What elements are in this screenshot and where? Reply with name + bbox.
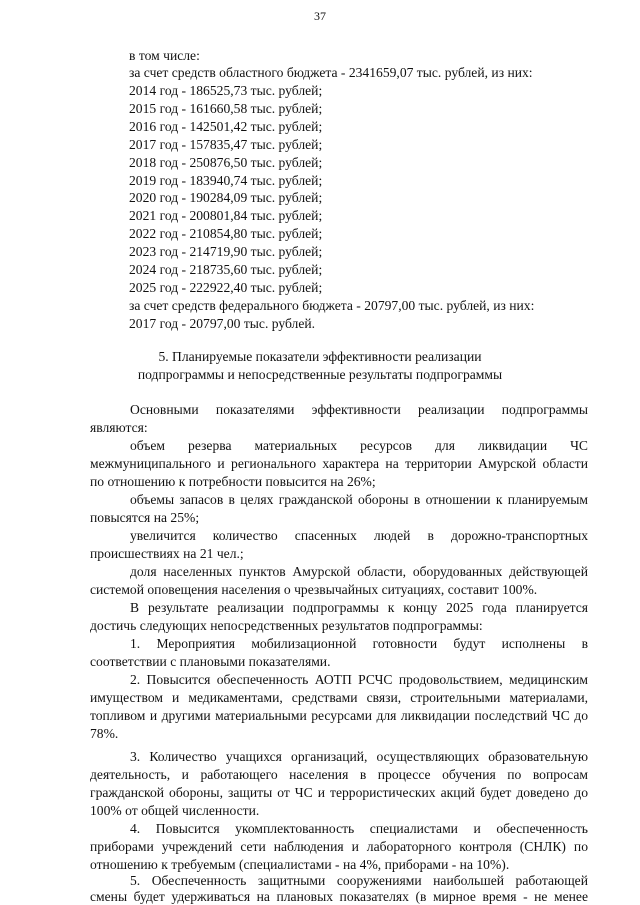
paragraph-line: объем резерва материальных ресурсов для ликвидации ЧС	[130, 438, 588, 453]
list-item-line: 4. Повысится укомплектованность специалистами и обеспеченность	[130, 821, 588, 836]
section-heading: 5. Планируемые показатели эффективности реализации	[158, 349, 482, 364]
list-item-line: 78%.	[90, 726, 119, 741]
list-item-line: 2. Повысится обеспеченность АОТП РСЧС продовольствием, медицинским	[130, 672, 588, 687]
list-item-line: 100% от общей численности.	[90, 803, 260, 818]
regional-year-line: 2025 год - 222922,40 тыс. рублей;	[129, 280, 323, 295]
page-number: 37	[314, 9, 326, 23]
regional-year-line: 2015 год - 161660,58 тыс. рублей;	[129, 101, 323, 116]
paragraph-line: межмуниципального и регионального характера на территории Амурской области	[90, 456, 588, 471]
list-item-line: имуществом и медикаментами, средствами связи, строительными материалами,	[90, 690, 588, 705]
list-item-line: соответствии с плановыми показателями.	[90, 654, 331, 669]
list-item-line: топливом и другими материальными ресурсами для ликвидации последствий ЧС до	[90, 708, 588, 723]
paragraph-line: системой оповещения населения о чрезвычайных ситуациях, составит 100%.	[90, 582, 538, 597]
list-item-line: деятельность, и работающего населения в процессе обучения по вопросам	[90, 767, 588, 782]
regional-year-line: 2017 год - 157835,47 тыс. рублей;	[129, 137, 323, 152]
federal-year-line: 2017 год - 20797,00 тыс. рублей.	[129, 316, 316, 331]
list-item-line: 1. Мероприятия мобилизационной готовности будут исполнены в	[130, 636, 588, 651]
paragraph-line: доля населенных пунктов Амурской области, оборудованных действующей	[130, 564, 588, 579]
paragraph-line: достичь следующих непосредственных результатов подпрограммы:	[90, 618, 483, 633]
regional-year-line: 2024 год - 218735,60 тыс. рублей;	[129, 262, 323, 277]
federal-budget-header: за счет средств федерального бюджета - 20797,00 тыс. рублей, из них:	[129, 298, 535, 313]
regional-budget-header: за счет средств областного бюджета - 2341659,07 тыс. рублей, из них:	[129, 65, 533, 80]
paragraph-line: В результате реализации подпрограммы к концу 2025 года планируется	[130, 600, 588, 615]
paragraph-line: происшествиях на 21 чел.;	[90, 546, 244, 561]
regional-year-line: 2018 год - 250876,50 тыс. рублей;	[129, 155, 323, 170]
paragraph-line: по отношению к потребности повысится на 26%;	[90, 474, 376, 489]
regional-year-line: 2022 год - 210854,80 тыс. рублей;	[129, 226, 323, 241]
regional-year-line: 2016 год - 142501,42 тыс. рублей;	[129, 119, 323, 134]
paragraph-line: повысятся на 25%;	[90, 510, 200, 525]
list-item-line: смены будет удерживаться на плановых показателях (в мирное время - не менее	[90, 889, 588, 904]
paragraph-line: объемы запасов в целях гражданской обороны в отношении к планируемым	[130, 492, 588, 507]
regional-year-line: 2021 год - 200801,84 тыс. рублей;	[129, 208, 323, 223]
paragraph-line: увеличится количество спасенных людей в дорожно-транспортных	[130, 528, 588, 543]
list-item-line: приборами учреждений сети наблюдения и лабораторного контроля (СНЛК) по	[90, 839, 588, 854]
paragraph-line: являются:	[90, 420, 148, 435]
regional-year-line: 2020 год - 190284,09 тыс. рублей;	[129, 190, 323, 205]
section-heading: подпрограммы и непосредственные результаты подпрограммы	[137, 367, 503, 382]
list-item-line: отношению к требуемым (специалистами - на 4%, приборами - на 10%).	[90, 857, 510, 872]
regional-year-line: 2019 год - 183940,74 тыс. рублей;	[129, 173, 323, 188]
list-item-line: 3. Количество учащихся организаций, осуществляющих образовательную	[130, 749, 588, 764]
list-item-line: 5. Обеспеченность защитными сооружениями наибольшей работающей	[130, 873, 588, 888]
paragraph-line: Основными показателями эффективности реализации подпрограммы	[130, 402, 588, 417]
list-item-line: гражданской обороны, защиты от ЧС и террористических акций будет доведено до	[90, 785, 588, 800]
regional-year-line: 2023 год - 214719,90 тыс. рублей;	[129, 244, 323, 259]
budget-intro: в том числе:	[129, 48, 200, 63]
regional-year-line: 2014 год - 186525,73 тыс. рублей;	[129, 83, 323, 98]
